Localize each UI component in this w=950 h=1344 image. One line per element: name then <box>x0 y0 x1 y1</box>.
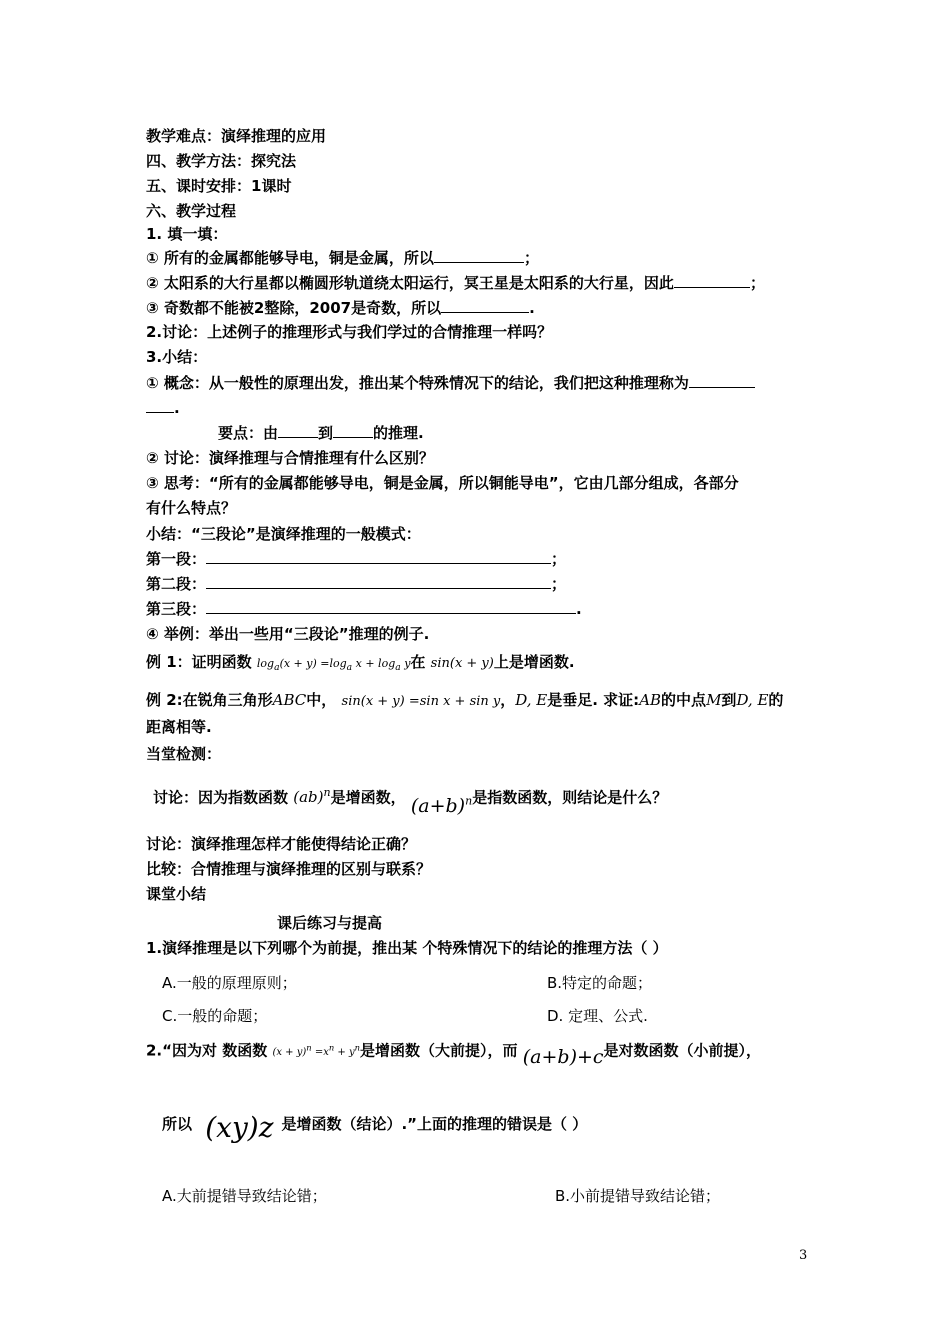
exercise-2-text: 是对数函数（小前提）， <box>603 1041 762 1060</box>
answer-blank <box>146 398 174 413</box>
discussion-1: 2.讨论：上述例子的推理形式与我们学过的合情推理一样吗？ <box>146 323 553 341</box>
exercise-1-option-c: C.一般的命题； <box>162 1007 268 1025</box>
discussion-2: ② 讨论：演绎推理与合情推理有什么区别？ <box>146 449 434 467</box>
teaching-difficulty: 教学难点：演绎推理的应用 <box>146 127 327 145</box>
answer-blank <box>206 574 551 589</box>
answer-blank <box>689 373 755 388</box>
syllogism-part-1 <box>146 549 566 569</box>
answer-blank <box>206 599 576 614</box>
comparison: 比较：合情推理与演绎推理的区别与联系？ <box>146 860 432 878</box>
question-3 <box>146 298 535 318</box>
exercises-heading: 课后练习与提高 <box>277 914 383 932</box>
discussion-3 <box>153 782 668 818</box>
syllogism-part-2 <box>146 574 566 594</box>
part-2-label: 第二段： <box>146 575 207 593</box>
answer-blank <box>278 423 318 438</box>
example-2 <box>146 690 783 712</box>
exercise-2 <box>146 1038 762 1069</box>
answer-blank <box>206 549 551 564</box>
key-point-c: 的推理. <box>373 424 424 442</box>
a-plus-b-power-n: $(a+b)^n$ <box>410 795 473 818</box>
example-2-text: 到 <box>721 691 737 709</box>
exercise-2-option-b: B.小前提错导致结论错； <box>555 1187 721 1205</box>
section-heading-process: 六、教学过程 <box>146 202 237 220</box>
discussion-3-text: 是指数函数，则结论是什么？ <box>472 788 668 807</box>
answer-blank <box>434 248 524 263</box>
question-3-text: ③ 奇数都不能被2整除，2007是奇数，所以 <box>146 299 442 317</box>
example-2-text: ， <box>500 691 516 709</box>
class-summary: 课堂小结 <box>146 885 207 903</box>
discussion-3-text: 讨论：因为指数函数 <box>153 788 289 807</box>
exercise-2-line-2 <box>162 1110 588 1144</box>
question-1-text: ① 所有的金属都能够导电，铜是金属，所以 <box>146 249 434 267</box>
segment-ab: AB <box>639 691 662 709</box>
example-1-in: 在 <box>410 653 426 671</box>
example-2-label: 例 2:在锐角三角形 <box>146 691 273 709</box>
example-1 <box>146 652 575 678</box>
concept-text: ① 概念：从一般性的原理出发，推出某个特殊情况下的结论，我们把这种推理称为 <box>146 374 689 392</box>
concept-line-2 <box>146 398 180 418</box>
key-point-a: 要点：由 <box>218 424 279 442</box>
key-point-b: 到 <box>318 424 334 442</box>
exercise-2-option-a: A.大前提错导致结论错； <box>162 1187 327 1205</box>
question-1-end: ； <box>523 249 539 267</box>
example-1-end: 上是增函数. <box>493 653 575 671</box>
part-1-end: ； <box>551 550 567 568</box>
exercise-2-text: 是增函数（大前提），而 <box>360 1041 518 1060</box>
triangle-abc: ABC <box>272 691 307 709</box>
syllogism-summary: 小结：“三段论”是演绎推理的一般模式： <box>146 525 421 543</box>
answer-blank <box>333 423 373 438</box>
answer-blank <box>441 298 529 313</box>
syllogism-part-3 <box>146 599 582 619</box>
part-2-end: ； <box>551 575 567 593</box>
concept-line <box>146 373 755 393</box>
concept-end: . <box>174 399 180 417</box>
question-2 <box>146 273 765 293</box>
exercise-2-text: 所以 <box>162 1115 193 1133</box>
points-de: D, E <box>736 691 769 709</box>
power-formula: $(x + y)^n =x^n + y^n$ <box>272 1043 360 1059</box>
ab-power-n: (ab)$^n$ <box>293 786 331 807</box>
example-2-text: 是垂足. 求证: <box>547 691 640 709</box>
question-2-end: ； <box>749 274 765 292</box>
question-3-end: . <box>529 299 535 317</box>
sin-formula: sin(x + y) <box>430 656 494 671</box>
thinking-line-1: ③ 思考：“所有的金属都能够导电，铜是金属，所以铜能导电”，它由几部分组成，各部分 <box>146 474 739 492</box>
exercise-2-text: 2.“因为对 数函数 <box>146 1041 268 1060</box>
part-3-label: 第三段： <box>146 600 207 618</box>
part-3-end: . <box>576 600 582 618</box>
exercise-1: 1.演绎推理是以下列哪个为前提，推出某 个特殊情况下的结论的推理方法（ ） <box>146 939 668 957</box>
summary-heading: 3.小结： <box>146 348 208 366</box>
classroom-test-heading: 当堂检测： <box>146 745 222 763</box>
log-formula: $\log_a(x + y) =\log_a$ $x + \log_a y$ <box>256 657 411 674</box>
fill-in-heading: 1. 填一填： <box>146 225 228 243</box>
part-1-label: 第一段： <box>146 550 207 568</box>
a-plus-b-plus-c: (a+b)+c <box>522 1046 604 1069</box>
points-de: D, E <box>515 691 548 709</box>
xy-z-formula: (xy)z <box>205 1111 274 1144</box>
discussion-3-text: 是增函数， <box>330 788 406 807</box>
example-2-line-2: 距离相等. <box>146 718 212 736</box>
key-point <box>218 423 424 443</box>
thinking-line-2: 有什么特点？ <box>146 499 237 517</box>
exercise-2-text: 是增函数（结论）.”上面的推理的错误是（ ） <box>281 1115 588 1133</box>
example-2-text: 的中点 <box>661 691 707 709</box>
exercise-1-option-d: D. 定理、公式. <box>547 1007 648 1025</box>
teaching-method: 四、教学方法：探究法 <box>146 152 297 170</box>
discussion-4: 讨论：演绎推理怎样才能使得结论正确？ <box>146 835 417 853</box>
class-schedule: 五、课时安排：1课时 <box>146 177 292 195</box>
example-1-label: 例 1：证明函数 <box>146 653 252 671</box>
page-number: 3 <box>799 1248 808 1263</box>
sin-sum-formula: sin(x + y) =sin x + sin y <box>341 694 501 709</box>
question-2-text: ② 太阳系的大行星都以椭圆形轨道绕太阳运行，冥王星是太阳系的大行星，因此 <box>146 274 674 292</box>
example-2-text: 中， <box>306 691 337 709</box>
answer-blank <box>674 273 750 288</box>
examples-heading: ④ 举例：举出一些用“三段论”推理的例子. <box>146 625 430 643</box>
point-m: M <box>706 691 722 709</box>
example-2-text: 的 <box>768 691 784 709</box>
exercise-1-option-b: B.特定的命题； <box>547 974 653 992</box>
exercise-1-option-a: A.一般的原理原则； <box>162 974 297 992</box>
question-1 <box>146 248 539 268</box>
